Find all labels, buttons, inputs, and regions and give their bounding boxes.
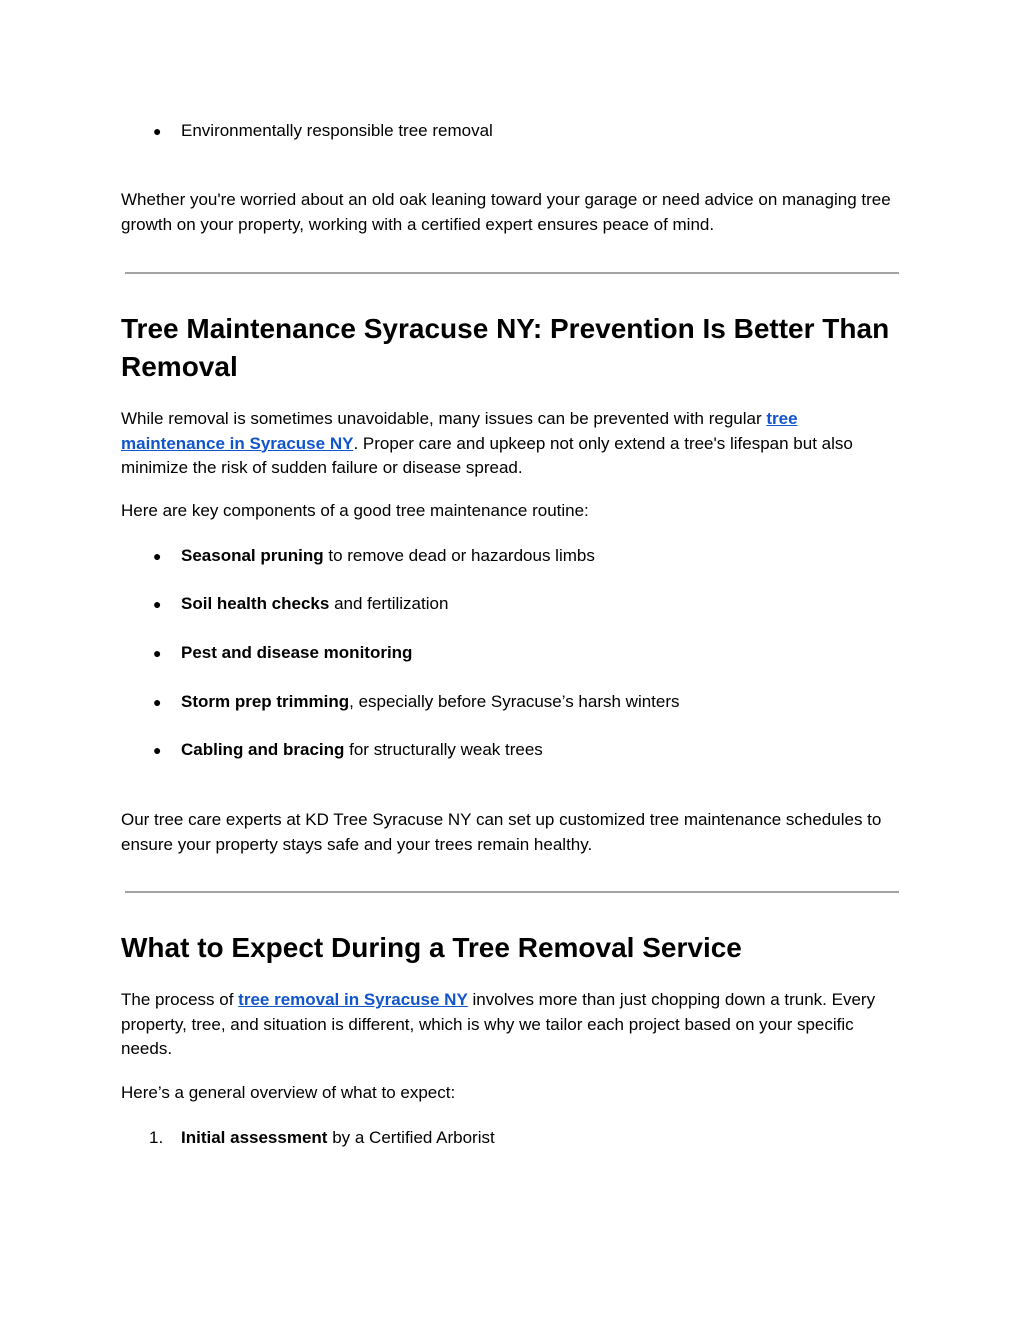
bullet-icon: ● (153, 694, 162, 710)
expect-list-intro: Here’s a general overview of what to expect: (121, 1083, 456, 1102)
document-page: ● Environmentally responsible tree removal Whether you're worried about an old oak leaning toward your garage or need advice on managing tree growth on your property, working with a certified expert ensures peace of mind. Tree Maintenance Syracuse NY: Prevention Is Better Than Removal While removal is sometimes unavoidable, many issues can be prevented with regular tree maintenance in Syracuse NY. Proper care and upkeep not only extend a tree's lifespan but also minimize the risk of sudden failure or disease spread. Here are key components of a good tree maintenance routine: ● Seasonal pruning to remove dead or hazardous limbs ● Soil health checks and fertilization ● Pest and disease monitoring ● Storm prep trimming, especially before Syracuse’s harsh winters ● Cabling and bracing for structurally weak trees Our tree care experts at KD Tree Syracuse NY can set up customized tree maintenance schedules to ensure your property stays safe and your trees remain healthy. What to Expect During a Tree Removal Service The process of tree removal in Syracuse NY involves more than just chopping down a trunk. Every property, tree, and situation is different, which is why we tailor each project based on your specific needs. Here’s a general overview of what to expect: 1. Initial assessment by a Certified Arborist (0, 0, 1024, 1325)
bullet-icon: ● (153, 596, 162, 612)
maintenance-paragraph: While removal is sometimes unavoidable, many issues can be prevented with regular tree maintenance in Syracuse NY. Proper care and upkeep not only extend a tree's lifespan but also minimize the risk of sudden failure or disease spread. (121, 409, 853, 477)
bullet-icon: ● (153, 645, 162, 661)
bullet-icon: ● (153, 742, 162, 758)
list-number: 1. (149, 1128, 164, 1147)
section-heading-maintenance: Tree Maintenance Syracuse NY: Prevention Is Better Than Removal (121, 313, 890, 382)
list-item-text: Environmentally responsible tree removal (181, 121, 493, 140)
divider (125, 272, 899, 274)
expect-paragraph: The process of tree removal in Syracuse NY involves more than just chopping down a trunk. Every property, tree, and situation is different, which is why we tailor each project based on your specific needs. (121, 990, 876, 1058)
tree-removal-link[interactable]: tree removal in Syracuse NY (238, 990, 468, 1009)
maintenance-list-intro: Here are key components of a good tree maintenance routine: (121, 501, 589, 520)
section-heading-expect: What to Expect During a Tree Removal Service (121, 932, 742, 963)
tree-maintenance-link[interactable]: tree maintenance in Syracuse NY (121, 409, 798, 453)
bullet-icon: ● (153, 123, 162, 139)
maintenance-closing: Our tree care experts at KD Tree Syracuse NY can set up customized tree maintenance schedules to ensure your property stays safe and your trees remain healthy. (121, 810, 882, 854)
bullet-icon: ● (153, 548, 162, 564)
divider (125, 891, 899, 893)
intro-paragraph: Whether you're worried about an old oak leaning toward your garage or need advice on managing tree growth on your property, working with a certified expert ensures peace of mind. (121, 190, 891, 234)
